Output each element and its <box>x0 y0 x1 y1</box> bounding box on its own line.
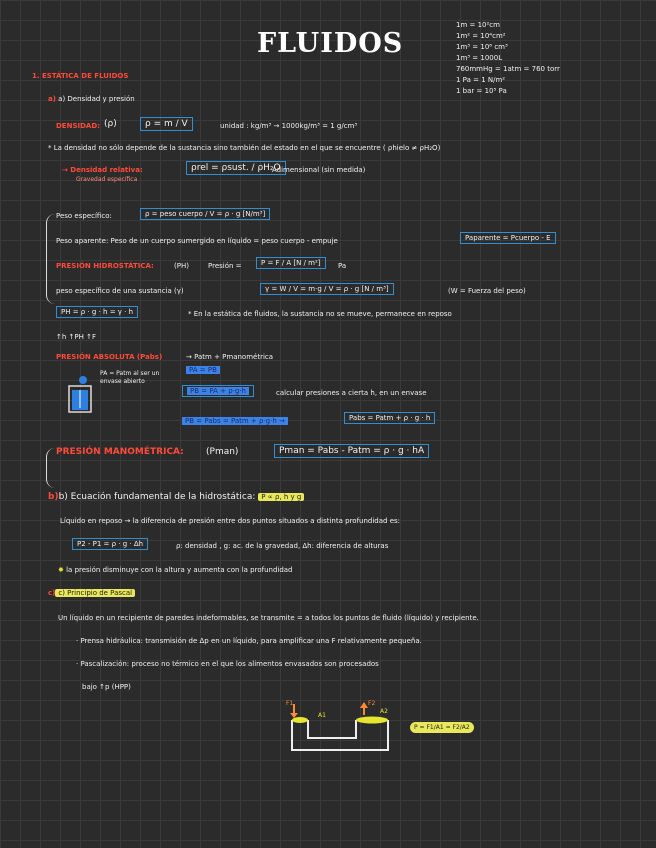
presion-formula: P = F / A [N / m²] <box>256 257 326 269</box>
subsection-c: c) c) Principio de Pascal <box>48 589 135 597</box>
densidad-unit: unidad : kg/m³ → 1000kg/m³ = 1 g/cm³ <box>220 122 358 130</box>
unit-line: 1m = 10²cm <box>456 21 500 29</box>
presion-unit: Pa <box>338 262 347 270</box>
pb-formula-box: PB = PA + ρ·g·h <box>182 385 254 397</box>
unit-line: 1 Pa = 1 N/m² <box>456 76 506 84</box>
peso-ap-label: Peso aparente: Peso de un cuerpo sumergido en líquido = peso cuerpo - empuje <box>56 237 338 245</box>
subsection-a: a) a) Densidad y presión <box>48 95 135 103</box>
hydraulic-press-diagram <box>280 698 400 758</box>
hidro-label: PRESIÓN HIDROSTÁTICA: <box>56 262 154 270</box>
eq-star: ✸ la presión disminuye con la altura y aumenta con la profundidad <box>58 566 293 574</box>
pb-note: calcular presiones a cierta h, en un envase <box>276 389 427 397</box>
rel-formula: ρrel = ρsust. / ρH₂O <box>186 161 286 175</box>
densidad-formula: ρ = m / V <box>140 117 193 131</box>
abs-label: PRESIÓN ABSOLUTA (Pabs) <box>56 353 163 361</box>
f1-label: F1 <box>286 700 294 707</box>
page-title: FLUIDOS <box>257 28 404 59</box>
presion-label: Presión = <box>208 262 242 270</box>
f2-label: F2 <box>368 700 376 707</box>
bracket-line <box>46 448 55 488</box>
unit-line: 760mmHg = 1atm = 760 torr <box>456 65 560 73</box>
peso-sust: peso específico de una sustancia (γ) <box>56 287 184 295</box>
densidad-symbol: (ρ) <box>104 119 117 129</box>
star-icon: ✸ <box>58 566 64 574</box>
prensa-text: · Prensa hidráulica: transmisión de Δp en un líquido, para amplificar una F relativamente pequeña. <box>76 637 422 645</box>
man-symbol: (Pman) <box>206 447 239 457</box>
ph-arrow: ↑h ↑PH ↑F <box>56 333 96 341</box>
container-icon <box>66 374 94 414</box>
eq-note: ρ: densidad , g: ac. de la gravedad, Δh: diferencia de alturas <box>176 542 389 550</box>
unit-line: 1m³ = 1000L <box>456 54 503 62</box>
gamma-formula: γ = W / V = m·g / V = ρ · g [N / m³] <box>260 283 394 295</box>
pascal-text: Un líquido en un recipiente de paredes indeformables, se transmite = a todos los puntos de fluido (líquido) y recipiente. <box>58 614 479 622</box>
densidad-label: DENSIDAD: <box>56 122 100 130</box>
rel-label: → Densidad relativa: <box>62 166 143 174</box>
w-note: (W = Fuerza del peso) <box>448 287 526 295</box>
unit-line: 1m³ = 10⁶ cm³ <box>456 43 508 51</box>
pasc-text-2: bajo ↑p (HPP) <box>82 683 131 691</box>
eq-text: Líquido en reposo → la diferencia de presión entre dos puntos situados a distinta profundidad es: <box>60 517 401 525</box>
peso-esp-formula: ρ = peso cuerpo / V = ρ · g [N/m³] <box>140 208 270 220</box>
densidad-note: * La densidad no sólo depende de la sustancia sino también del estado en el que se encuentre ( ρhielo ≠ ρH₂O) <box>48 144 441 152</box>
pasc-text: · Pascalización: proceso no térmico en el que los alimentos envasados son procesados <box>76 660 379 668</box>
envase-note: PA = Patm al ser un envase abierto <box>100 370 160 385</box>
section-heading: 1. ESTÁTICA DE FLUIDOS <box>32 72 129 80</box>
rel-note: Adimensional (sin medida) <box>272 166 366 174</box>
rel-sub: Gravedad específica <box>76 176 138 183</box>
pa-patm: PA = PB <box>186 366 220 374</box>
eq-formula: P2 - P1 = ρ · g · Δh <box>72 538 148 550</box>
units-list <box>456 20 560 97</box>
abs-arrow: → Patm + Pmanométrica <box>186 353 274 361</box>
man-formula: Pman = Pabs - Patm = ρ · g · hA <box>274 444 429 458</box>
subsection-b: b)b) Ecuación fundamental de la hidrostática: P ∝ ρ, h y g <box>48 492 304 502</box>
ph-note: * En la estática de fluidos, la sustancia no se mueve, permanece en reposo <box>188 310 452 318</box>
man-label: PRESIÓN MANOMÉTRICA: <box>56 447 184 457</box>
peso-esp-label: Peso específico: <box>56 212 112 220</box>
unit-line: 1m² = 10⁴cm² <box>456 32 506 40</box>
hidro-symbol: (PH) <box>174 262 189 270</box>
pascal-formula: P = F1/A1 = F2/A2 <box>410 724 474 731</box>
ph-formula: PH = ρ · g · h = γ · h <box>56 306 138 318</box>
pabs-line: PB = Pabs = Patm + ρ·g·h → <box>182 417 288 425</box>
a2-label: A2 <box>380 708 388 715</box>
a1-label: A1 <box>318 712 326 719</box>
unit-line: 1 bar = 10⁵ Pa <box>456 87 507 95</box>
peso-ap-formula: Paparente = Pcuerpo - E <box>460 232 556 244</box>
bracket-line <box>46 214 55 304</box>
pabs-formula: Pabs = Patm + ρ · g · h <box>344 412 435 424</box>
